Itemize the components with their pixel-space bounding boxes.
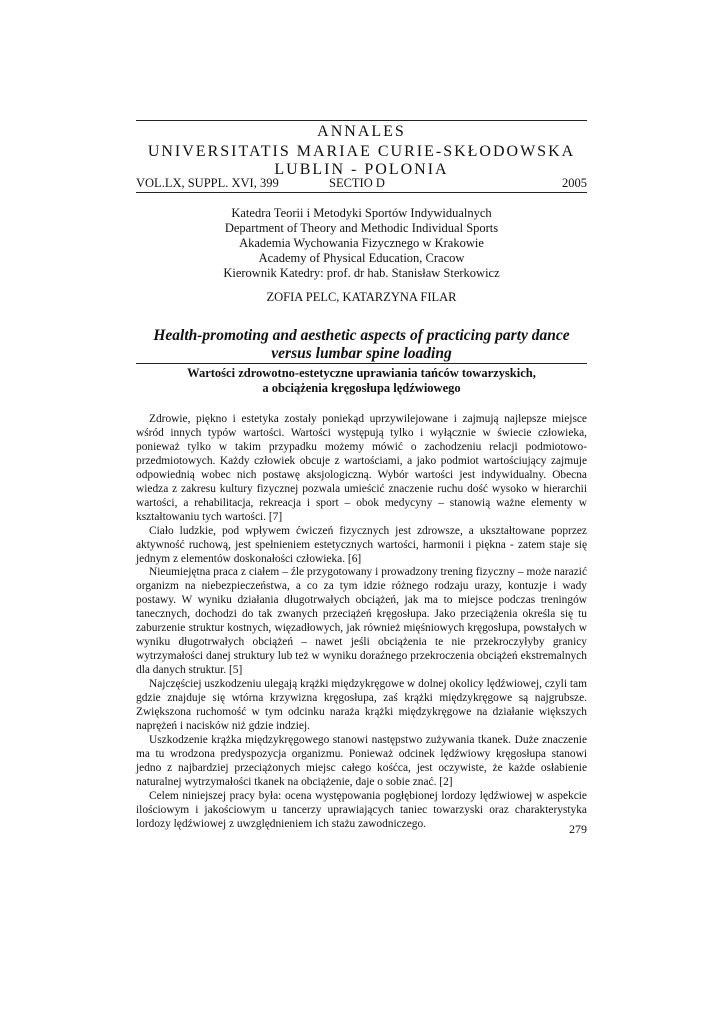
affiliation-line: Katedra Teorii i Metodyki Sportów Indywidualnych [231,206,492,220]
section-label: SECTIO D [329,176,385,190]
article-title-polish [136,366,587,396]
affiliation-line: Academy of Physical Education, Cracow [258,251,465,265]
affiliation-block [136,206,587,281]
article-body [136,413,587,832]
masthead-annales: ANNALES [317,123,406,140]
title-en-line: Health-promoting and aesthetic aspects of practicing party dance [153,327,570,344]
volume-year: 2005 [562,176,587,190]
body-paragraph: Uszkodzenie krążka międzykręgowego stanowi następstwo zużywania tkanek. Duże znaczenie ma tu wrodzona predyspozycja organizmu. Ponieważ odcinek lędźwiowy kręgosłupa stanowi jedno z najbardziej przeciążonych miejsc całego kośćca, jest oczywiste, że każde osłabienie naturalnej wytrzymałości tkanek na obciążenie, daje o sobie znać. [2] [136,733,587,788]
authors: ZOFIA PELC, KATARZYNA FILAR [266,290,457,304]
top-rule [136,120,587,121]
page-number: 279 [569,822,587,836]
body-paragraph: Celem niniejszej pracy była: ocena występowania pogłębionej lordozy lędźwiowej w aspekcie ilościowym i jakościowym u tancerzy uprawiających taniec towarzyski oraz charakterystyka lordozy lędźwiowej z uwzględnieniem ich stażu zawodniczego. [136,789,587,830]
body-paragraph: Najczęściej uszkodzeniu ulegają krążki międzykręgowe w dolnej okolicy lędźwiowej, czyli tam gdzie znajduje się wtórna krzywizna kręgosłupa, zaś krążki międzykręgowe są najgrubsze. Zwiększona ruchomość w tym odcinku naraża krążki międzykręgowe na działanie większych naprężeń i nacisków niż gdzie indziej. [136,678,587,732]
affiliation-line: Kierownik Katedry: prof. dr hab. Stanisław Sterkowicz [223,266,500,280]
masthead-bottom-rule [136,192,587,193]
title-rule [136,363,587,364]
title-pl-line: Wartości zdrowotno-estetyczne uprawiania tańców towarzyskich, [187,366,536,380]
affiliation-line: Akademia Wychowania Fizycznego w Krakowie [239,236,484,250]
article-title-english [136,327,587,363]
title-en-line: versus lumbar spine loading [271,345,452,362]
body-paragraph: Ciało ludzkie, pod wpływem ćwiczeń fizycznych jest zdrowsze, a ukształtowane poprzez aktywność ruchową, jest spełnieniem estetycznych wartości, harmonii i piękna - zatem staje się jednym z elementów doskonałości człowieka. [6] [136,524,587,565]
volume-number: VOL.LX, SUPPL. XVI, 399 [136,176,279,190]
title-pl-line: a obciążenia kręgosłupa lędźwiowego [262,381,461,395]
body-paragraph: Nieumiejętna praca z ciałem – źle przygotowany i prowadzony trening fizyczny – może narazić organizm na niebezpieczeństwa, a co za tym idzie różnego rodzaju urazy, kontuzje i wady postawy. W wyniku działania długotrwałych obciążeń, jak ma to miejsce podczas treningów tanecznych, dochodzi do tak zwanych przeciążeń kręgosłupa. Jako przeciążenia określa się tu zaburzenie struktur kostnych, więzadłowych, jak również mięśniowych kręgosłupa, powstałych w wyniku długotrwałych obciążeń – nawet jeśli obciążenia te nie przekroczyłyby granicy wytrzymałości danej struktury lub też w wyniku doraźnego przekroczenia obciążeń ekstremalnych dla danych struktur. [5] [136,566,587,677]
masthead-city: LUBLIN - POLONIA [274,161,449,178]
volume-row [136,176,587,190]
affiliation-line: Department of Theory and Methodic Individual Sports [224,221,499,235]
masthead-university: UNIVERSITATIS MARIAE CURIE-SKŁODOWSKA [147,143,576,160]
body-paragraph: Zdrowie, piękno i estetyka zostały poniekąd uprzywilejowane i zajmują najlepsze miejsce wśród innych typów wartości. Wartości występują tylko i wyłącznie w świecie człowieka, ponieważ tylko w takim przypadku możemy mówić o zachodzeniu relacji podmiotowo-przedmiotowych. Każdy człowiek obcuje z wartościami, a jako podmiot wartościujący zajmuje odpowiednią wobec nich postawę aksjologiczną. Wybór wartości jest indywidualny. Obecna wiedza z zakresu kultury fizycznej pozwala umieścić znaczenie ruchu dość wysoko w hierarchii wartości, a rehabilitacja, rekreacja i sport – obok medycyny – stanowią ważne elementy w kształtowaniu tych wartości. [7] [136,413,587,523]
